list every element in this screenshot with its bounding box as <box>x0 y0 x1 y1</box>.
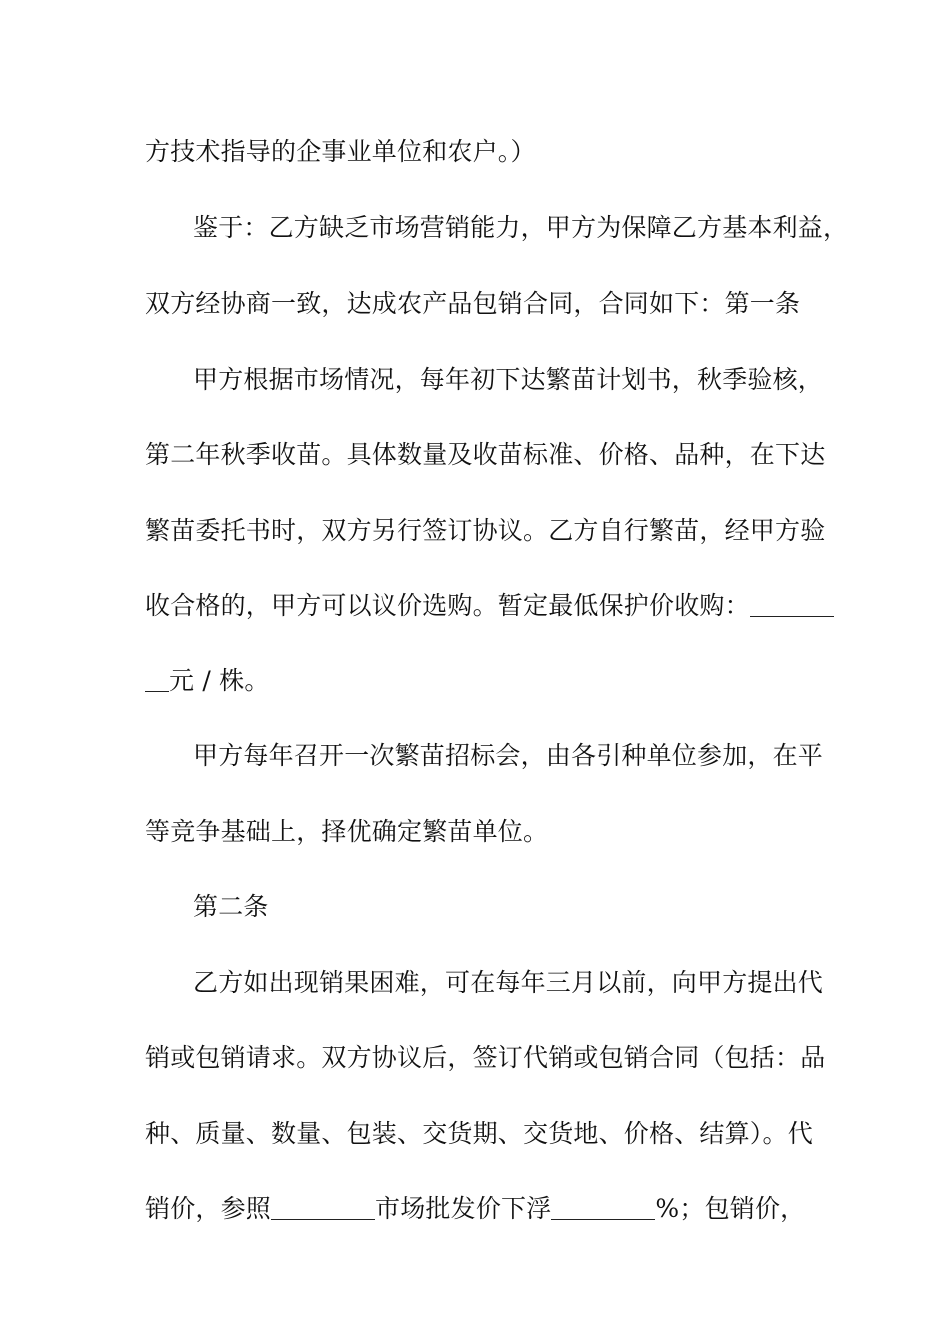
text-line-2: 鉴于：乙方缺乏市场营销能力，甲方为保障乙方基本利益， <box>193 213 849 242</box>
text-line-1: 方技术指导的企事业单位和农户。） <box>145 137 536 166</box>
text-line-4: 甲方根据市场情况，每年初下达繁苗计划书，秋季验核， <box>193 365 824 394</box>
text-line-7-text: 收合格的，甲方可以议价选购。暂定最低保护价收购： <box>145 591 750 620</box>
text-line-14: 种、质量、数量、包装、交货期、交货地、价格、结算）。代 <box>145 1119 813 1148</box>
text-line-7 <box>145 589 815 623</box>
section-heading-2: 第二条 <box>193 892 269 921</box>
text-line-6: 繁苗委托书时，双方另行签订协议。乙方自行繁苗，经甲方验 <box>145 516 826 545</box>
price-blank-line-continued <box>145 667 169 692</box>
text-line-8-text: 元 / 株。 <box>169 666 270 695</box>
percent-blank-line <box>551 1195 655 1220</box>
price-blank-line <box>750 592 834 617</box>
text-line-15-part2: 市场批发价下浮 <box>375 1194 552 1223</box>
text-line-10: 等竞争基础上，择优确定繁苗单位。 <box>145 817 549 846</box>
text-line-12: 乙方如出现销果困难，可在每年三月以前，向甲方提出代 <box>193 968 824 997</box>
text-line-8 <box>145 664 815 698</box>
text-line-15-part1: 销价，参照 <box>145 1194 272 1223</box>
market-blank-line <box>271 1195 375 1220</box>
text-line-5: 第二年秋季收苗。具体数量及收苗标准、价格、品种，在下达 <box>145 440 826 469</box>
text-line-9: 甲方每年召开一次繁苗招标会，由各引种单位参加，在平 <box>193 741 824 770</box>
text-line-15-part3: %；包销价， <box>655 1194 806 1223</box>
text-line-3: 双方经协商一致，达成农产品包销合同，合同如下：第一条 <box>145 289 801 318</box>
text-line-15 <box>145 1192 815 1226</box>
text-line-13: 销或包销请求。双方协议后，签订代销或包销合同（包括：品 <box>145 1043 826 1072</box>
